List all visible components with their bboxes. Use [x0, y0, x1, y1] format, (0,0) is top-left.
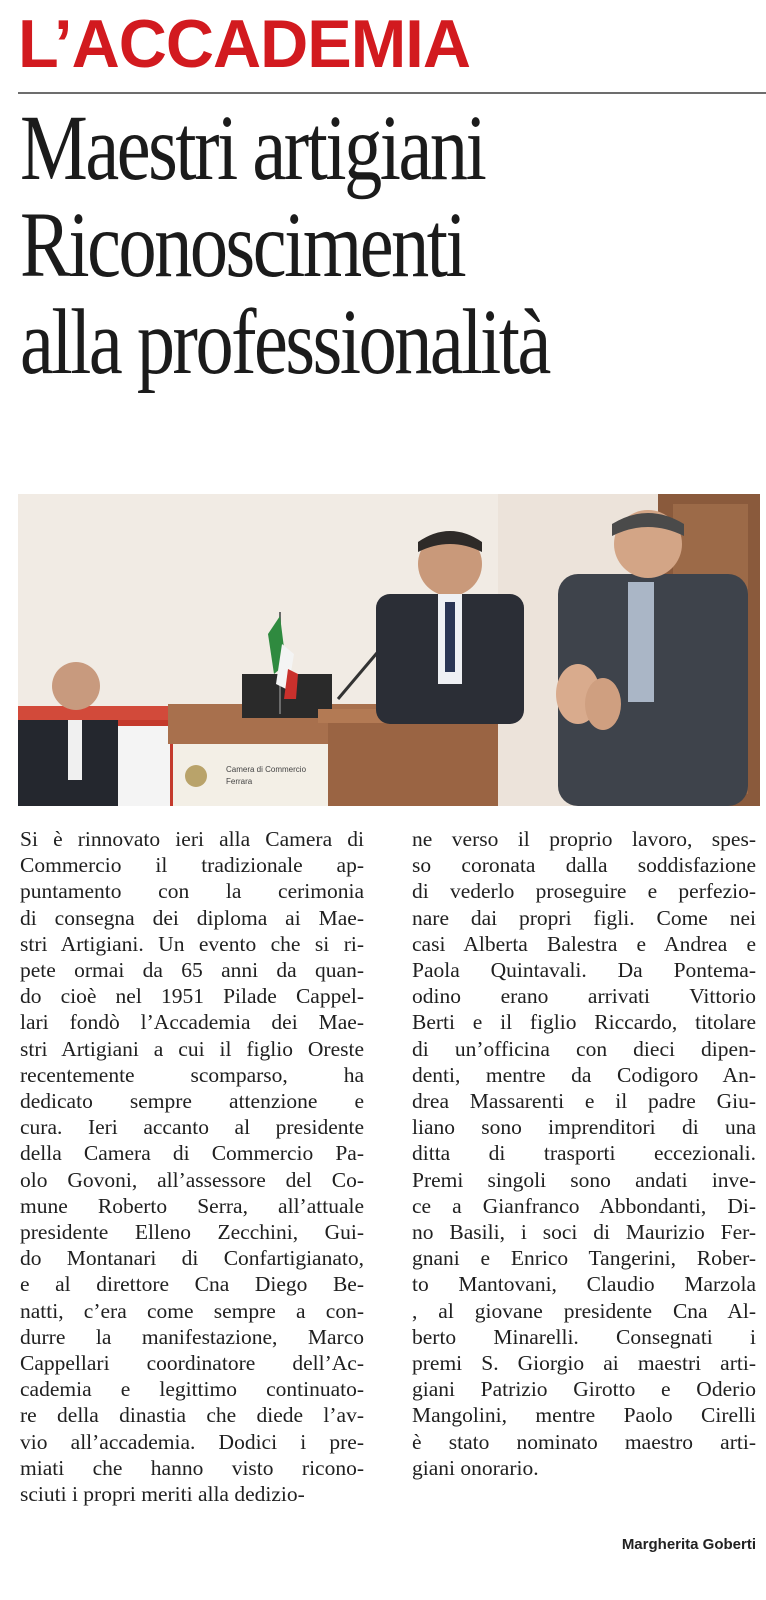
body-line: liano sono imprenditori di una [412, 1115, 756, 1140]
body-line: è stato nominato maestro arti- [412, 1429, 756, 1454]
placard-line-2: Ferrara [226, 777, 253, 786]
body-line: recentemente scomparso, ha [20, 1062, 364, 1087]
body-line: durre la manifestazione, Marco [20, 1324, 364, 1349]
body-line: Mangolini, mentre Paolo Cirelli [412, 1403, 756, 1428]
body-line: di un’officina con dieci dipen- [412, 1036, 756, 1061]
body-line: Paola Quintavali. Da Pontema- [412, 958, 756, 983]
body-line: olo Govoni, all’assessore del Co- [20, 1167, 364, 1192]
body-line: no Basili, i soci di Maurizio Fer- [412, 1220, 756, 1245]
body-line: Commercio il tradizionale ap- [20, 853, 364, 878]
body-line: stri Artigiani. Un evento che si ri- [20, 931, 364, 956]
body-line: cademia e legittimo continuato- [20, 1377, 364, 1402]
body-line: berto Minarelli. Consegnati i [412, 1324, 756, 1349]
body-line: gnani e Enrico Tangerini, Rober- [412, 1246, 756, 1271]
body-line: Si è rinnovato ieri alla Camera di [20, 827, 364, 851]
body-line: odino erano arrivati Vittorio [412, 984, 756, 1009]
body-line: vio all’accademia. Dodici i pre- [20, 1429, 364, 1454]
byline: Margherita Goberti [621, 1536, 756, 1553]
body-line: puntamento con la cerimonia [20, 879, 364, 904]
body-line: mune Roberto Serra, all’attuale [20, 1193, 364, 1218]
body-line: , al giovane presidente Cna Al- [412, 1298, 756, 1323]
body-line: ne verso il proprio lavoro, spes- [412, 827, 756, 851]
body-line: presidente Elleno Zecchini, Gui- [20, 1220, 364, 1245]
body-column-left [20, 826, 364, 1507]
headline-line-1: Maestri artigiani [20, 97, 485, 200]
section-kicker: L’ACCADEMIA [18, 6, 470, 82]
headline-line-2: Riconoscimenti [20, 194, 465, 297]
body-line: so coronata dalla soddisfazione [412, 853, 756, 878]
body-line: cura. Ieri accanto al presidente [20, 1115, 364, 1140]
body-line: e al direttore Cna Diego Be- [20, 1272, 364, 1297]
body-line: ditta di trasporti eccezionali. [412, 1141, 756, 1166]
body-line: miati che hanno visto ricono- [20, 1455, 364, 1480]
body-line: drea Massarenti e il padre Giu- [412, 1089, 756, 1114]
headline [20, 97, 627, 394]
body-line: denti, mentre da Codigoro An- [412, 1062, 756, 1087]
body-line: Berti e il figlio Riccardo, titolare [412, 1010, 756, 1035]
body-column-right [412, 826, 756, 1481]
body-line: nare dai propri figli. Come nei [412, 905, 756, 930]
article-photo [18, 494, 760, 806]
body-line: stri Artigiani a cui il figlio Oreste [20, 1036, 364, 1061]
ceremony-photo-illustration [18, 494, 760, 806]
body-line: do Montanari di Confartigianato, [20, 1246, 364, 1271]
body-line: do cioè nel 1951 Pilade Cappel- [20, 984, 364, 1009]
headline-line-3: alla professionalità [20, 291, 549, 394]
body-line: pete ormai da 65 anni da quan- [20, 958, 364, 983]
body-line: premi S. Giorgio ai maestri arti- [412, 1351, 756, 1376]
body-line: casi Alberta Balestra e Andrea e [412, 931, 756, 956]
body-line: di vederlo proseguire e perfezio- [412, 879, 756, 904]
body-line: di consegna dei diploma ai Mae- [20, 905, 364, 930]
body-line: giani onorario. [412, 1455, 539, 1480]
body-line: giani Patrizio Girotto e Oderio [412, 1377, 756, 1402]
body-line: Cappellari coordinatore dell’Ac- [20, 1351, 364, 1376]
section-rule [18, 92, 766, 94]
body-line: sciuti i propri meriti alla dedizio- [20, 1482, 305, 1507]
body-line: Premi singoli sono andati inve- [412, 1167, 756, 1192]
placard-line-1: Camera di Commercio [226, 765, 307, 774]
body-line: della Camera di Commercio Pa- [20, 1141, 364, 1166]
body-line: to Mantovani, Claudio Marzola [412, 1272, 756, 1297]
body-line: lari fondò l’Accademia dei Mae- [20, 1010, 364, 1035]
article-body [20, 826, 762, 1586]
body-line: ce a Gianfranco Abbondanti, Di- [412, 1193, 756, 1218]
body-line: re della dinastia che diede l’av- [20, 1403, 364, 1428]
body-line: natti, c’era come sempre a con- [20, 1298, 364, 1323]
body-line: dedicato sempre attenzione e [20, 1089, 364, 1114]
